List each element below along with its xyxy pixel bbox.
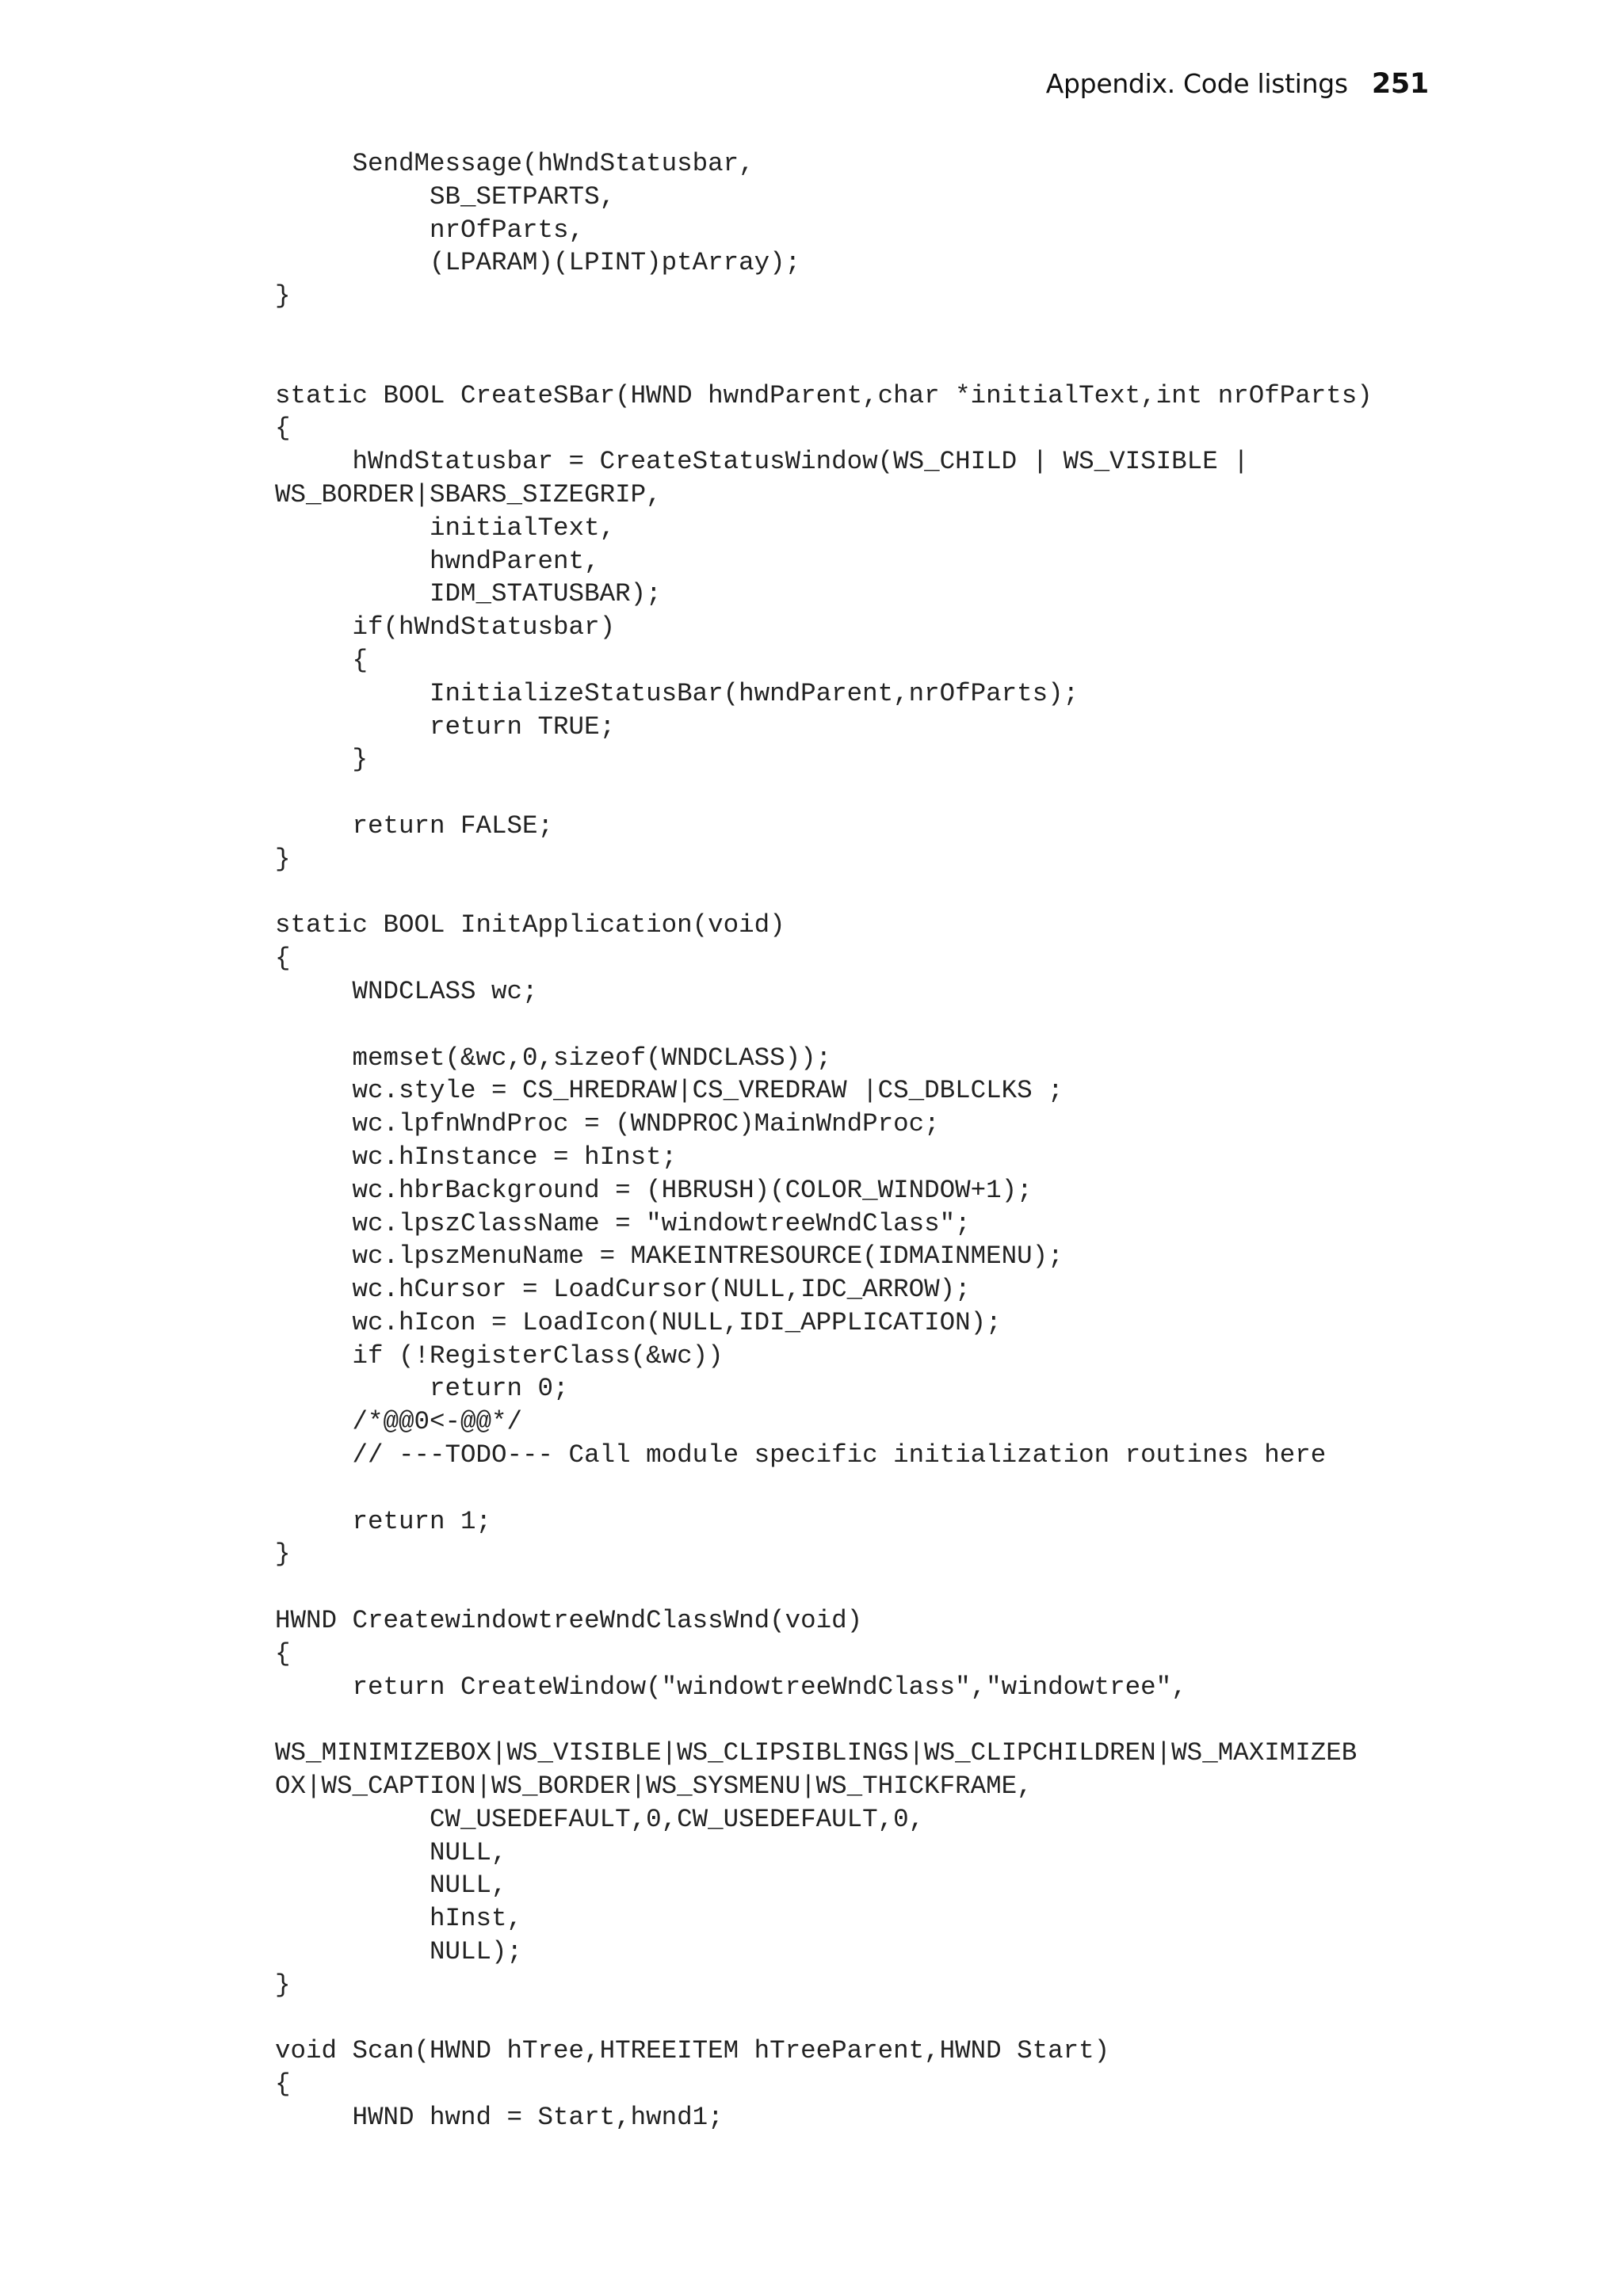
code-line [275, 346, 1373, 379]
code-line: WNDCLASS wc; [275, 976, 538, 1006]
code-line: memset(&wc,0,sizeof(WNDCLASS)); [275, 1043, 832, 1073]
code-line [275, 776, 1373, 810]
code-line: InitializeStatusBar(hwndParent,nrOfParts); [275, 678, 1079, 708]
code-line: SendMessage(hWndStatusbar, [275, 149, 754, 178]
code-line: hwndParent, [275, 546, 600, 576]
code-line: { [275, 645, 369, 675]
code-line: HWND hwnd = Start,hwnd1; [275, 2103, 724, 2133]
code-line [275, 1009, 1373, 1042]
code-line: } [275, 745, 369, 775]
code-line [275, 1571, 1373, 1604]
code-line: if (!RegisterClass(&wc)) [275, 1341, 724, 1371]
code-line: wc.lpszMenuName = MAKEINTRESOURCE(IDMAINMENU); [275, 1241, 1064, 1272]
code-line: } [275, 1539, 291, 1569]
code-line: wc.hIcon = LoadIcon(NULL,IDI_APPLICATION); [275, 1307, 1002, 1337]
code-line: HWND CreatewindowtreeWndClassWnd(void) [275, 1606, 863, 1636]
page-number: 251 [1371, 68, 1429, 100]
code-line [275, 1472, 1373, 1505]
code-line: WS_MINIMIZEBOX|WS_VISIBLE|WS_CLIPSIBLINGS|WS_CLIPCHILDREN|WS_MAXIMIZEB [275, 1738, 1358, 1768]
code-line: wc.hbrBackground = (HBRUSH)(COLOR_WINDOW+1); [275, 1175, 1033, 1205]
code-line: { [275, 1638, 291, 1669]
code-line: WS_BORDER|SBARS_SIZEGRIP, [275, 479, 662, 509]
code-line: static BOOL InitApplication(void) [275, 910, 785, 940]
code-line: return CreateWindow("windowtreeWndClass","windowtree", [275, 1672, 1187, 1702]
code-line: return 0; [275, 1374, 569, 1404]
code-line: NULL, [275, 1837, 507, 1867]
code-line: SB_SETPARTS, [275, 181, 616, 212]
code-listing [275, 147, 1373, 2134]
section-title: Appendix. Code listings [1045, 68, 1348, 99]
code-line: static BOOL CreateSBar(HWND hwndParent,char *initialText,int nrOfParts) [275, 380, 1373, 410]
code-line: wc.lpfnWndProc = (WNDPROC)MainWndProc; [275, 1109, 940, 1139]
code-line [275, 2002, 1373, 2035]
running-header [1046, 68, 1429, 100]
code-line [275, 313, 1373, 346]
code-line: OX|WS_CAPTION|WS_BORDER|WS_SYSMENU|WS_THICKFRAME, [275, 1772, 1033, 1802]
code-line [275, 1703, 1373, 1737]
code-line: { [275, 944, 291, 974]
code-line: void Scan(HWND hTree,HTREEITEM hTreeParent,HWND Start) [275, 2036, 1110, 2066]
code-line: { [275, 2069, 291, 2100]
code-line: wc.lpszClassName = "windowtreeWndClass"; [275, 1208, 971, 1238]
code-line: } [275, 1970, 291, 2000]
code-line: { [275, 414, 291, 444]
code-line: hWndStatusbar = CreateStatusWindow(WS_CHILD | WS_VISIBLE | [275, 447, 1249, 477]
code-line: initialText, [275, 513, 616, 543]
code-line: NULL); [275, 1937, 523, 1967]
code-line: CW_USEDEFAULT,0,CW_USEDEFAULT,0, [275, 1804, 925, 1834]
code-line: hInst, [275, 1904, 523, 1934]
code-line: return FALSE; [275, 810, 554, 841]
code-line: NULL, [275, 1871, 507, 1901]
code-line: nrOfParts, [275, 215, 585, 245]
code-line: } [275, 844, 291, 874]
code-line: wc.hInstance = hInst; [275, 1142, 678, 1172]
code-line [275, 876, 1373, 910]
code-line: /*@@0<-@@*/ [275, 1407, 523, 1437]
code-line: (LPARAM)(LPINT)ptArray); [275, 248, 801, 278]
code-line: wc.style = CS_HREDRAW|CS_VREDRAW |CS_DBLCLKS ; [275, 1076, 1064, 1106]
code-line: } [275, 281, 291, 311]
code-line: wc.hCursor = LoadCursor(NULL,IDC_ARROW); [275, 1275, 971, 1305]
code-line: return TRUE; [275, 711, 616, 742]
code-line: IDM_STATUSBAR); [275, 579, 662, 609]
code-line: return 1; [275, 1506, 492, 1536]
code-line: if(hWndStatusbar) [275, 612, 616, 643]
code-line: // ---TODO--- Call module specific initialization routines here [275, 1440, 1327, 1470]
